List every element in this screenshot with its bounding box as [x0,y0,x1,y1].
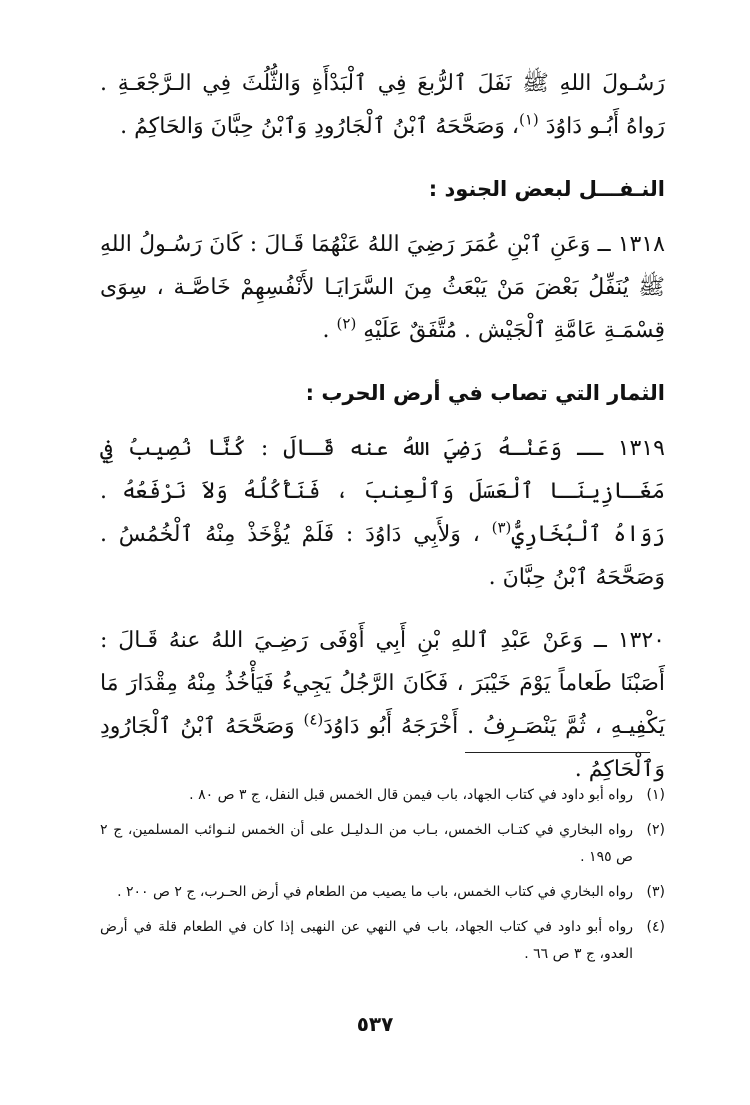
hadith-1318-after: . [322,318,337,343]
hadith-1320-text: ١٣٢٠ ــ وَعَنْ عَبْدِ ٱللهِ بْنِ أَبِي أَوْفَى رَضِـيَ اللهُ عنهُ قَـالَ : أَصَبْنَا طَعاماً يَوْمَ خَيْبَرَ ، فَكَانَ الرَّجُلُ يَجِيءُ فَيَأْخُذُ مِنْهُ مِقْدَارَ مَا يَكْفِيـهِ ، ثُمَّ يَنْصَـرِفُ . أَخْرَجَهُ أَبُو دَاوُدَ [100,628,665,739]
hadith-1320-after: وَصَحَّحَهُ ٱبْنُ ٱلْجَارُودِ وَٱلْحَاكِمُ . [100,714,665,782]
footnote-text: رواه أبو داود في كتاب الجهاد، باب فيمن قال الخمس قبل النفل، ج ٣ ص ٨٠ . [189,787,633,803]
hadith-1319 [100,427,665,599]
footnote-number: (٣) [646,884,665,900]
footnote-item [100,817,665,871]
footnote-text: رواه البخاري في كتاب الخمس، باب ما يصيب من الطعام في أرض الحـرب، ج ٢ ص ٢٠٠ . [117,884,633,900]
hadith-1318 [100,223,665,352]
footnote-text: رواه البخاري في كتـاب الخمس، بـاب من الـدليـل على أن الخمس لنـوائب المسلمين، ج ٢ ص ١٩٥ . [100,822,633,865]
hadith-1319-text: ١٣١٩ ــ وَعَنْـهُ رَضِيَ اللهُ عنه قَـالَ : كُنَّا نُصِيبُ فِي مَغَـازِينَـا ٱلْعَسَلَ وَٱلْعِنبَ ، فَنَأْكُلُهُ وَلاَ نَرْفَعُهُ . رَوَاهُ ٱلْبُخَارِيُّ [100,436,665,547]
footnote-item [100,782,665,809]
main-text [100,62,665,791]
page-number: ٥٣٧ [356,1012,394,1036]
footnote-item [100,879,665,906]
footnote-number: (١) [646,787,665,803]
footnote-divider [465,752,650,753]
intro-text-after: ، وَصَحَّحَهُ ٱبْنُ ٱلْجَارُودِ وَٱبْنُ حِبَّانَ وَالحَاكِمُ . [120,114,519,139]
hadith-1319-after: ، وَلأَبِي دَاوُدَ : فَلَمْ يُؤْخَذْ مِنْهُ ٱلْخُمُسُ . وَصَحَّحَهُ ٱبْنُ حِبَّانَ . [100,522,665,590]
intro-paragraph [100,62,665,148]
hadith-1318-text: ١٣١٨ ــ وَعَنِ ٱبْنِ عُمَرَ رَضِيَ اللهُ عَنْهُمَا قَـالَ : كَانَ رَسُـولُ اللهِ ﷺ يُنَفِّلُ بَعْضَ مَنْ يَبْعَثُ مِنَ السَّرَايَـا لأَنْفُسِهِمْ خَاصَّـة ، سِوَى قِسْمَـةِ عَامَّةِ ٱلْجَيْش . مُتَّفَقٌ عَلَيْهِ [100,232,665,343]
footnote-number: (٢) [646,822,665,838]
section-heading-nafl: النـفـــل لبعض الجنود : [428,177,665,201]
footnotes [100,782,665,976]
hadith-1320 [100,619,665,791]
intro-text: رَسُـولَ اللهِ ﷺ نَفَلَ ٱلرُّبعَ فِي ٱلْبَدْأَةِ وَالثُّلُثَ فِي الـرَّجْعَـةِ . رَواهُ أَبُـو دَاوُدَ [100,71,665,139]
footnote-ref-4: (٤) [303,710,324,729]
footnote-ref-1: (١) [518,110,539,129]
section-heading-fruits: الثمار التي تصاب في أرض الحرب : [305,381,665,405]
footnote-text: رواه أبو داود في كتاب الجهاد، باب في النهي عن النهبى إذا كان في الطعام قلة في أرض العدو، ج ٣ ص ٦٦ . [100,919,633,962]
footnote-ref-2: (٢) [336,314,357,333]
footnote-item [100,914,665,968]
footnote-number: (٤) [646,919,665,935]
footnote-ref-3: (٣) [491,518,512,537]
